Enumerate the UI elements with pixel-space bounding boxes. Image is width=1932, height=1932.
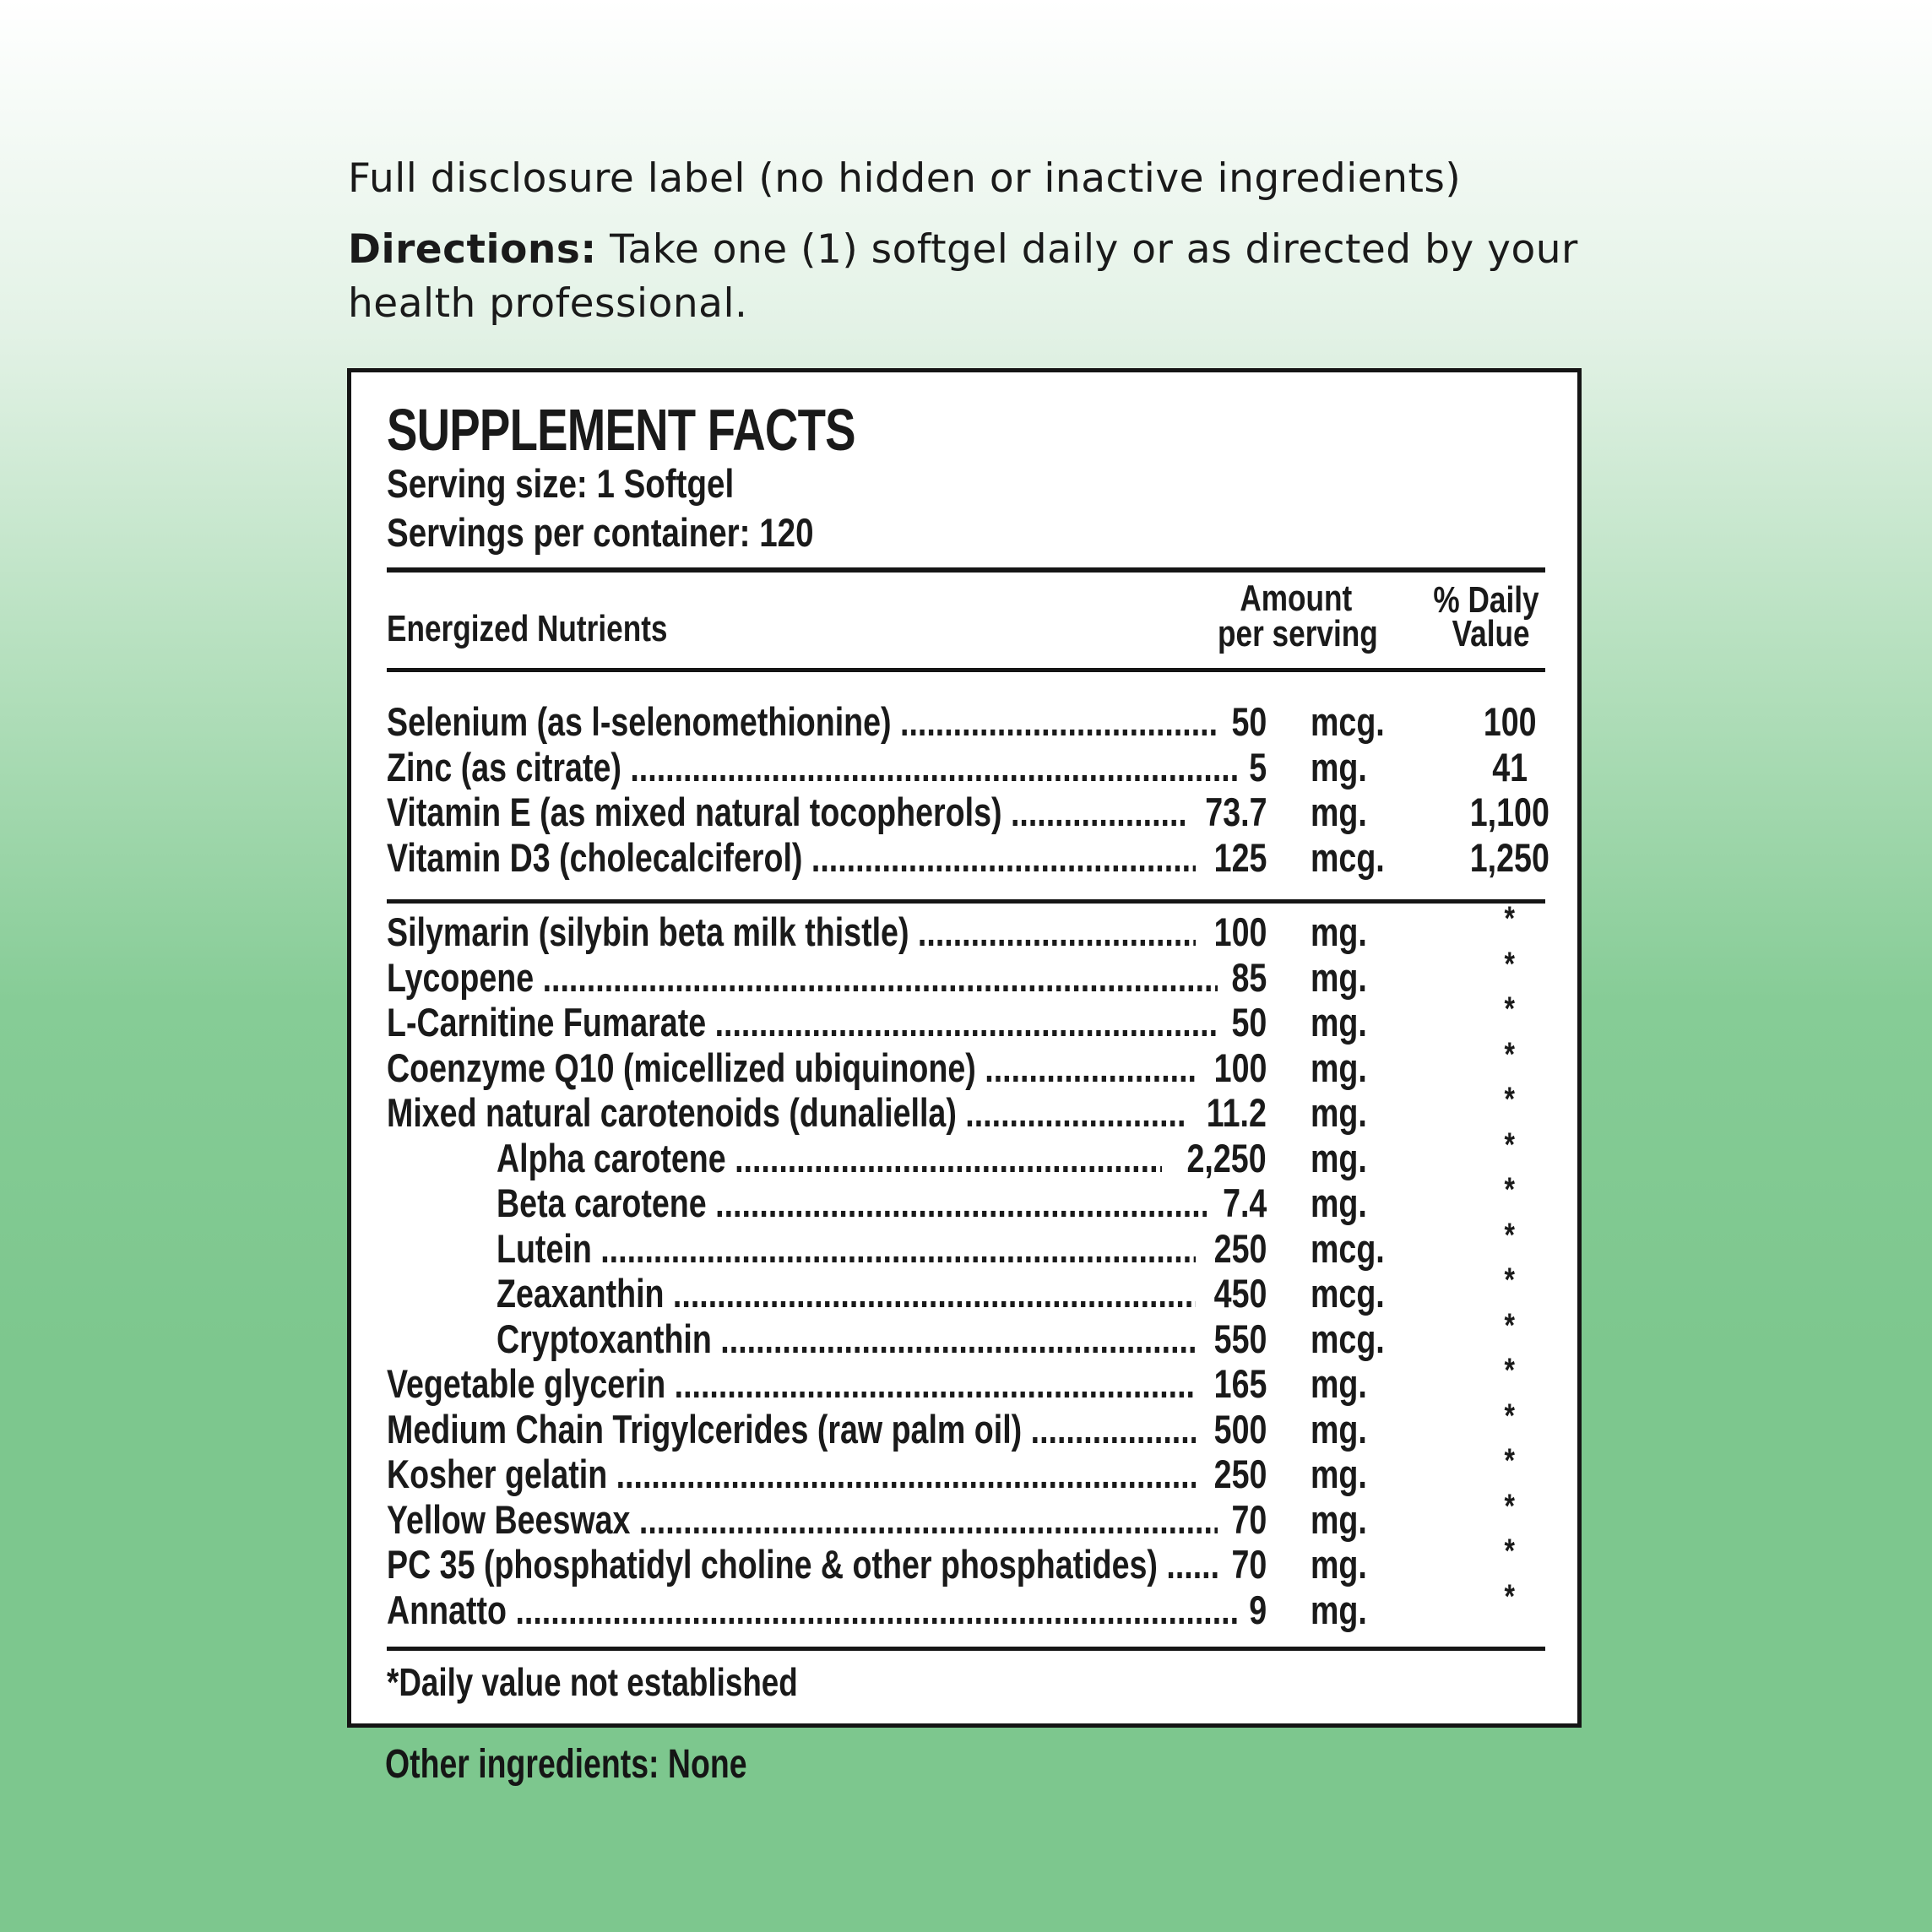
nutrient-row — [387, 1397, 1545, 1452]
nutrient-daily-value: * — [1504, 1262, 1516, 1299]
nutrient-unit: mg. — [1311, 790, 1367, 834]
nutrient-unit: mcg. — [1311, 1271, 1385, 1316]
nutrient-unit: mg. — [1311, 909, 1367, 954]
col-header-amount-1: Amount — [1240, 578, 1353, 619]
nutrient-daily-value: 100 — [1483, 699, 1537, 744]
nutrient-daily-value: * — [1504, 1577, 1516, 1615]
nutrient-unit: mcg. — [1311, 699, 1385, 744]
nutrient-row — [387, 834, 1550, 880]
nutrient-name: Zeaxanthin ..... — [497, 1270, 1265, 1316]
nutrient-row — [387, 1533, 1545, 1587]
serving-size: Serving size: 1 Softgel — [387, 461, 735, 506]
nutrient-row — [387, 1577, 1545, 1632]
nutrient-name: Annatto ..... — [387, 1587, 1265, 1633]
nutrient-name: Lutein ..... — [497, 1225, 1265, 1272]
rule-middle — [387, 899, 1545, 904]
nutrient-unit: mg. — [1311, 1452, 1367, 1496]
nutrient-amount: 50 — [1218, 698, 1267, 745]
nutrient-daily-value: 41 — [1492, 744, 1528, 790]
nutrient-name: Alpha carotene ..... — [497, 1135, 1265, 1181]
nutrient-amount: 500 — [1196, 1406, 1267, 1452]
col-header-dv-2: Value — [1452, 613, 1530, 654]
nutrient-name: Zinc (as citrate) ..... — [387, 744, 1265, 790]
nutrient-daily-value: * — [1504, 1081, 1516, 1118]
nutrient-unit: mg. — [1311, 1135, 1367, 1180]
nutrient-amount: 7.4 — [1207, 1180, 1267, 1226]
nutrient-name: Medium Chain Trigylcerides (raw palm oil) ..... — [387, 1406, 1265, 1452]
supplement-facts-panel — [347, 368, 1582, 1728]
nutrient-unit: mg. — [1311, 1542, 1367, 1587]
nutrient-row — [387, 789, 1550, 834]
nutrient-amount: 250 — [1196, 1451, 1267, 1497]
nutrient-amount: 9 — [1240, 1587, 1267, 1633]
nutrient-row — [387, 1352, 1545, 1406]
nutrient-daily-value: 1,250 — [1469, 834, 1550, 880]
nutrient-name: Beta carotene ..... — [497, 1180, 1265, 1226]
rule-header — [387, 668, 1545, 672]
nutrient-amount: 5 — [1240, 744, 1267, 790]
nutrient-row — [387, 1171, 1545, 1225]
nutrient-daily-value: * — [1504, 1487, 1516, 1525]
nutrient-unit: mg. — [1311, 1587, 1367, 1632]
nutrient-name: Vitamin D3 (cholecalciferol) ..... — [387, 834, 1265, 881]
nutrient-amount: 2,250 — [1162, 1135, 1267, 1181]
disclosure-text: Full disclosure label (no hidden or inactive ingredients) — [348, 155, 1462, 202]
nutrient-unit: mg. — [1311, 1045, 1367, 1090]
col-header-nutrients: Energized Nutrients — [387, 608, 668, 649]
nutrient-row — [387, 1306, 1545, 1361]
nutrient-row — [387, 990, 1545, 1045]
nutrient-name: Selenium (as l-selenomethionine) ..... — [387, 698, 1265, 745]
nutrient-row — [387, 1081, 1545, 1135]
nutrient-unit: mg. — [1311, 1361, 1367, 1406]
servings-per-container: Servings per container: 120 — [387, 510, 814, 555]
nutrient-unit: mg. — [1311, 1000, 1367, 1045]
nutrient-daily-value: * — [1504, 1533, 1516, 1570]
nutrient-amount: 550 — [1196, 1316, 1267, 1362]
nutrient-name: Silymarin (silybin beta milk thistle) ..... — [387, 909, 1265, 955]
nutrient-row — [387, 1487, 1545, 1542]
nutrient-unit: mg. — [1311, 1406, 1367, 1452]
nutrient-row — [387, 1126, 1545, 1180]
nutrient-unit: mg. — [1311, 1090, 1367, 1135]
nutrient-daily-value: * — [1504, 1442, 1516, 1479]
directions-text: Take one (1) softgel daily or as directed by your health professional. — [348, 226, 1578, 327]
nutrient-row — [387, 1262, 1545, 1316]
nutrient-amount: 100 — [1196, 909, 1267, 955]
col-header-amount-2: per serving — [1218, 613, 1378, 654]
directions — [348, 223, 1598, 331]
nutrient-daily-value: * — [1504, 1126, 1516, 1164]
nutrient-name: Cryptoxanthin ..... — [497, 1316, 1265, 1362]
nutrient-daily-value: * — [1504, 1352, 1516, 1389]
nutrient-unit: mg. — [1311, 1180, 1367, 1225]
nutrient-amount: 85 — [1218, 954, 1267, 1001]
nutrient-amount: 165 — [1196, 1360, 1267, 1407]
nutrient-unit: mg. — [1311, 1496, 1367, 1542]
nutrient-daily-value: * — [1504, 1306, 1516, 1344]
nutrient-unit: mg. — [1311, 954, 1367, 1000]
nutrient-name: PC 35 (phosphatidyl choline & other phosphatides) ..... — [387, 1541, 1265, 1587]
nutrient-amount: 70 — [1218, 1496, 1267, 1543]
nutrient-name: Lycopene ..... — [387, 954, 1265, 1001]
footnote: *Daily value not established — [387, 1660, 798, 1704]
nutrient-daily-value: * — [1504, 945, 1516, 983]
nutrient-name: L-Carnitine Fumarate ..... — [387, 999, 1265, 1045]
directions-label: Directions: — [348, 226, 597, 273]
nutrient-row — [387, 1035, 1545, 1090]
nutrient-row — [387, 1442, 1545, 1496]
nutrient-amount: 125 — [1196, 834, 1267, 881]
nutrient-unit: mcg. — [1311, 834, 1385, 880]
nutrient-daily-value: * — [1504, 990, 1516, 1028]
nutrient-daily-value: * — [1504, 1035, 1516, 1073]
nutrient-name: Yellow Beeswax ..... — [387, 1496, 1265, 1543]
nutrient-amount: 50 — [1218, 999, 1267, 1045]
nutrient-row — [387, 945, 1545, 1000]
nutrient-amount: 450 — [1196, 1270, 1267, 1316]
nutrient-row — [387, 1216, 1545, 1271]
rule-top — [387, 567, 1545, 573]
facts-title: SUPPLEMENT FACTS — [387, 397, 855, 463]
col-header-dv-1: % Daily — [1433, 579, 1539, 621]
nutrient-unit: mcg. — [1311, 1316, 1385, 1361]
nutrient-name: Vegetable glycerin ..... — [387, 1360, 1265, 1407]
nutrient-row — [387, 900, 1545, 954]
nutrient-daily-value: * — [1504, 900, 1516, 937]
nutrient-row — [387, 744, 1545, 790]
nutrient-amount: 100 — [1196, 1045, 1267, 1091]
nutrient-row — [387, 698, 1545, 744]
nutrient-daily-value: 1,100 — [1469, 790, 1550, 834]
nutrient-amount: 70 — [1218, 1541, 1267, 1587]
nutrient-amount: 73.7 — [1185, 789, 1267, 835]
nutrient-amount: 11.2 — [1186, 1089, 1267, 1136]
other-ingredients: Other ingredients: None — [385, 1742, 747, 1787]
nutrient-name: Kosher gelatin ..... — [387, 1451, 1265, 1497]
nutrient-daily-value: * — [1504, 1397, 1516, 1435]
rule-bottom — [387, 1647, 1545, 1651]
nutrient-daily-value: * — [1504, 1171, 1516, 1208]
nutrient-amount: 250 — [1196, 1225, 1267, 1272]
nutrient-unit: mg. — [1311, 744, 1367, 790]
nutrient-name: Mixed natural carotenoids (dunaliella) ..... — [387, 1089, 1265, 1136]
nutrient-name: Coenzyme Q10 (micellized ubiquinone) ..... — [387, 1045, 1265, 1091]
intro-text — [348, 152, 1598, 331]
nutrient-unit: mcg. — [1311, 1225, 1385, 1271]
nutrient-daily-value: * — [1504, 1216, 1516, 1254]
nutrient-name: Vitamin E (as mixed natural tocopherols) ..... — [387, 789, 1265, 835]
